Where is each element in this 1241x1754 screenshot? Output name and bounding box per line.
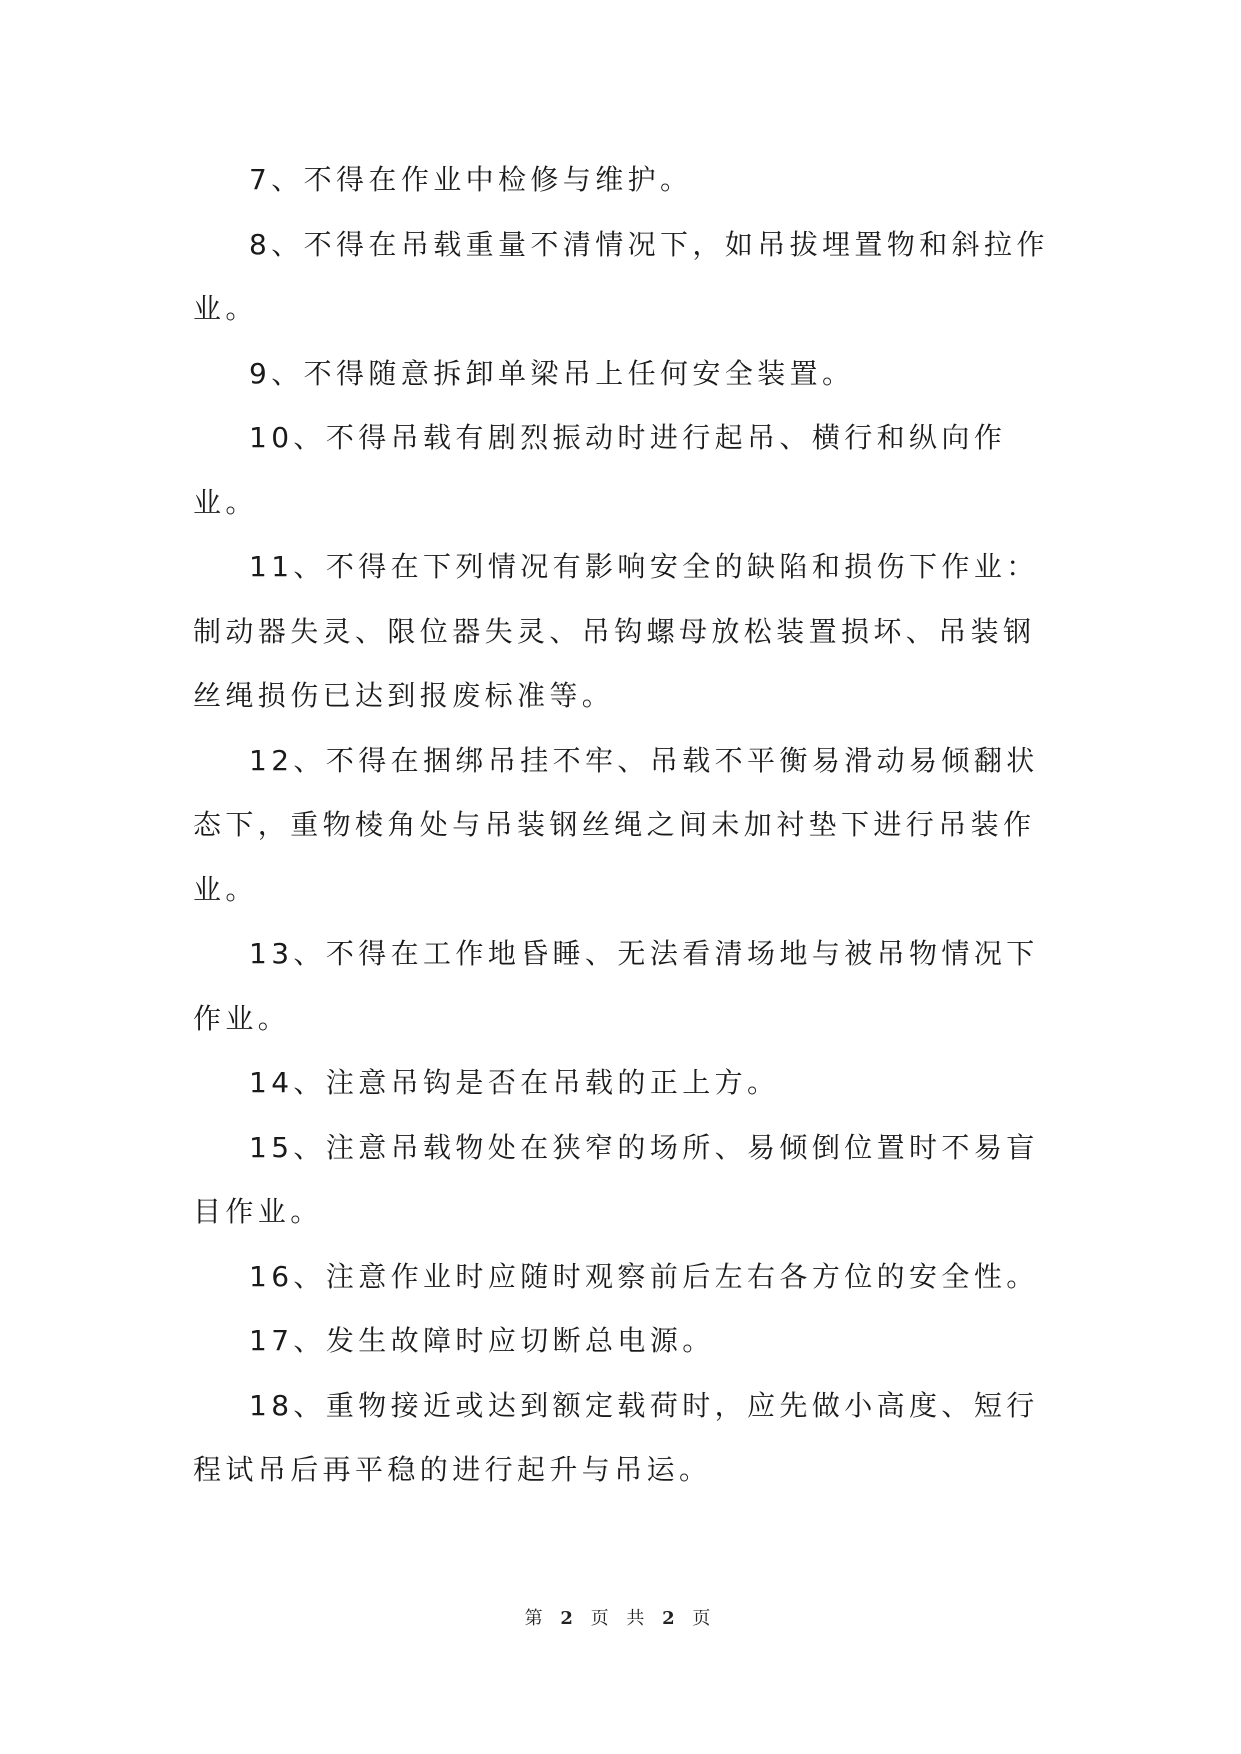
paragraph-item-14: 14、注意吊钩是否在吊载的正上方。 — [249, 1066, 780, 1099]
page-footer — [0, 1604, 1241, 1630]
footer-middle: 页 共 — [590, 1608, 651, 1629]
paragraph-item-8: 8、不得在吊载重量不清情况下，如吊拔埋置物和斜拉作业。 — [193, 227, 1049, 325]
footer-total-pages: 2 — [662, 1608, 681, 1629]
paragraph-item-11: 11、不得在下列情况有影响安全的缺陷和损伤下作业：制动器失灵、限位器失灵、吊钩螺母放松装置损坏、吊装钢丝绳损伤已达到报废标准等。 — [193, 550, 1039, 712]
paragraph-item-12: 12、不得在捆绑吊挂不牢、吊载不平衡易滑动易倾翻状态下，重物棱角处与吊装钢丝绳之间未加衬垫下进行吊装作业。 — [193, 743, 1039, 906]
footer-suffix: 页 — [692, 1608, 717, 1629]
document-body — [193, 148, 1053, 1503]
footer-current-page: 2 — [560, 1608, 579, 1629]
footer-prefix: 第 — [524, 1608, 549, 1629]
paragraph-item-18: 18、重物接近或达到额定载荷时，应先做小高度、短行程试吊后再平稳的进行起升与吊运。 — [193, 1388, 1039, 1486]
paragraph-item-7: 7、不得在作业中检修与维护。 — [249, 163, 693, 196]
paragraph-item-16: 16、注意作业时应随时观察前后左右各方位的安全性。 — [249, 1259, 1039, 1293]
paragraph-item-15: 15、注意吊载物处在狭窄的场所、易倾倒位置时不易盲目作业。 — [193, 1130, 1039, 1228]
paragraph-item-10: 10、不得吊载有剧烈振动时进行起吊、横行和纵向作业。 — [193, 421, 1007, 519]
paragraph-item-13: 13、不得在工作地昏睡、无法看清场地与被吊物情况下作业。 — [193, 937, 1039, 1035]
paragraph-item-9: 9、不得随意拆卸单梁吊上任何安全装置。 — [249, 356, 855, 390]
paragraph-item-17: 17、发生故障时应切断总电源。 — [249, 1324, 715, 1357]
